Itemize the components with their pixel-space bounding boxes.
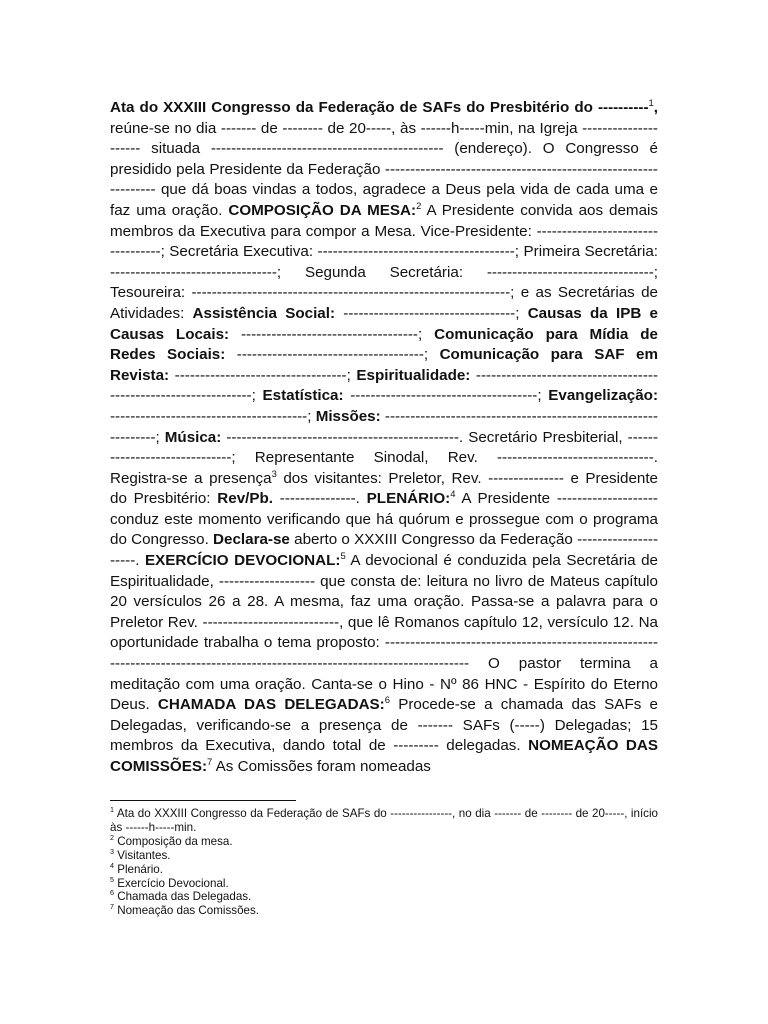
footnote-text: Ata do XXXIII Congresso da Federação de SAFs do ----------------, no dia ------- de -------- de 20-----, início às ------h-----min.	[110, 807, 658, 834]
body-text-run: A Presidente -------------------- conduz este momento verificando que há quórum e prossegue com o programa do Congresso.	[110, 490, 658, 549]
bold-heading: Estatística:	[262, 387, 344, 405]
body-text-run: ----------------------------------;	[335, 304, 528, 322]
minutes-paragraph	[110, 98, 658, 778]
bold-heading: Rev/Pb.	[217, 490, 273, 508]
footnote-item	[110, 874, 658, 891]
body-text-run: A Presidente convida aos demais membros da Executiva para compor a Mesa. Vice-Presidente: ----------------------------------; Secretária Executiva: ---------------------------------------; Primeira Secretária: ---------------------------------; Segunda Secretária: ---------------------------------; Tesoureira: ---------------------------------------------------------------; e as Secretárias de Atividades:	[110, 201, 658, 322]
bold-heading: Declara-se	[213, 531, 290, 549]
body-text-run: -------------------------------------;	[225, 346, 440, 364]
footnote-item	[110, 807, 658, 835]
footnote-number: 3	[110, 846, 114, 856]
footnote-text: Visitantes.	[114, 848, 171, 862]
body-text-run: ---------------------------------------------------------------;	[110, 407, 659, 446]
footnote-text: Plenário.	[114, 862, 163, 876]
bold-heading: NOMEAÇÃO DAS COMISSÕES:	[110, 737, 658, 775]
body-text-run: -----------------------------------;	[229, 325, 435, 343]
footnote-item	[110, 860, 658, 877]
footnote-number: 4	[110, 860, 114, 870]
bold-heading: CHAMADA DAS DELEGADAS:	[157, 696, 385, 714]
bold-heading: EXERCÍCIO DEVOCIONAL:	[145, 552, 341, 570]
footnote-ref: 4	[450, 488, 456, 500]
body-text-run: -------------------------------------;	[343, 387, 549, 405]
footnote-number: 1	[110, 805, 114, 815]
footnote-ref: 2	[416, 199, 422, 211]
footnote-text: Composição da mesa.	[114, 834, 233, 848]
bold-heading: COMPOSIÇÃO DA MESA:	[228, 201, 417, 219]
body-text-run: dos visitantes: Preletor, Rev. --------------- e Presidente do Presbitério:	[110, 469, 659, 508]
bold-heading: ,	[653, 99, 658, 116]
footnote-item	[110, 846, 658, 863]
bold-heading: Comunicação para Mídia de Redes Sociais:	[110, 325, 658, 364]
footnote-ref: 5	[340, 550, 346, 561]
body-text-run: reúne-se no dia ------- de -------- de 20-----, às ------h-----min, na Igreja --------------------- situada ---------------------------------------------- (endereço). O Congresso é presidido pela Presidente da Federação --------------------------------------------------------------- que dá boas vindas a todos, agradece a Deus pela vida de cada uma e faz uma oração.	[110, 119, 658, 219]
footnote-text: Nomeação das Comissões.	[114, 904, 259, 918]
footnote-ref: 3	[271, 467, 277, 479]
bold-heading: Assistência Social:	[192, 304, 336, 322]
footnote-number: 7	[110, 902, 114, 912]
body-text-run: Procede-se a chamada das SAFs e Delegadas, verificando-se a presença de ------- SAFs (-----) Delegadas; 15 membros da Executiva, dando total de --------- delegadas.	[110, 696, 658, 755]
minutes-body	[110, 98, 658, 778]
footnote-text: Exercício Devocional.	[114, 876, 229, 890]
body-text-run: ----------------------------------------------------------------;	[110, 366, 658, 405]
footnote-ref: 7	[207, 755, 213, 767]
footnote-ref: 1	[648, 96, 654, 108]
bold-heading: Música:	[164, 428, 222, 446]
body-text-run: As Comissões foram nomeadas	[212, 758, 431, 775]
footnote-number: 2	[110, 832, 114, 842]
footnote-separator	[110, 800, 296, 801]
footnote-item	[110, 832, 658, 849]
footnote-item	[110, 890, 658, 904]
bold-heading: Missões:	[315, 407, 381, 425]
body-text-run: ----------------------------------------------. Secretário Presbiterial, ------------------------------; Representante Sinodal, Rev. -------------------------------. Registra-se a presença	[110, 428, 658, 487]
bold-heading: Causas da IPB e Causas Locais:	[110, 304, 658, 343]
bold-heading: Comunicação para SAF em Revista:	[110, 346, 658, 384]
body-text-run: aberto o XXXIII Congresso da Federação ---------------------.	[110, 531, 658, 570]
footnotes-section	[110, 807, 658, 918]
bold-heading: Evangelização:	[548, 387, 658, 405]
body-text-run: A devocional é conduzida pela Secretária de Espiritualidade, ------------------- que consta de: leitura no livro de Mateus capítulo 20 versículos 26 a 28. A mesma, faz uma oração. Passa-se a palavra para o Preletor Rev. ---------------------------, que lê Romanos capítulo 12, versículo 12. Na oportunidade trabalha o tema proposto: ----------------------------------------------------------------------------------------------------------------------------- O pastor termina a meditação com uma oração. Canta-se o Hino - Nº 86 HNC - Espírito do Eterno Deus.	[110, 552, 658, 714]
bold-heading: Espiritualidade:	[356, 366, 471, 384]
footnote-ref: 6	[384, 694, 390, 706]
footnote-number: 5	[110, 874, 114, 884]
footnote-text: Chamada das Delegadas.	[114, 890, 252, 904]
body-text-run: ---------------.	[273, 490, 367, 508]
bold-heading: PLENÁRIO:	[366, 490, 451, 508]
bold-heading: Ata do XXXIII Congresso da Federação de SAFs do Presbitério do ----------	[110, 99, 649, 116]
footnote-number: 6	[110, 888, 114, 898]
footnote-item	[110, 904, 658, 918]
body-text-run: ----------------------------------;	[169, 366, 357, 384]
body-text-run: ---------------------------------------;	[110, 407, 316, 425]
